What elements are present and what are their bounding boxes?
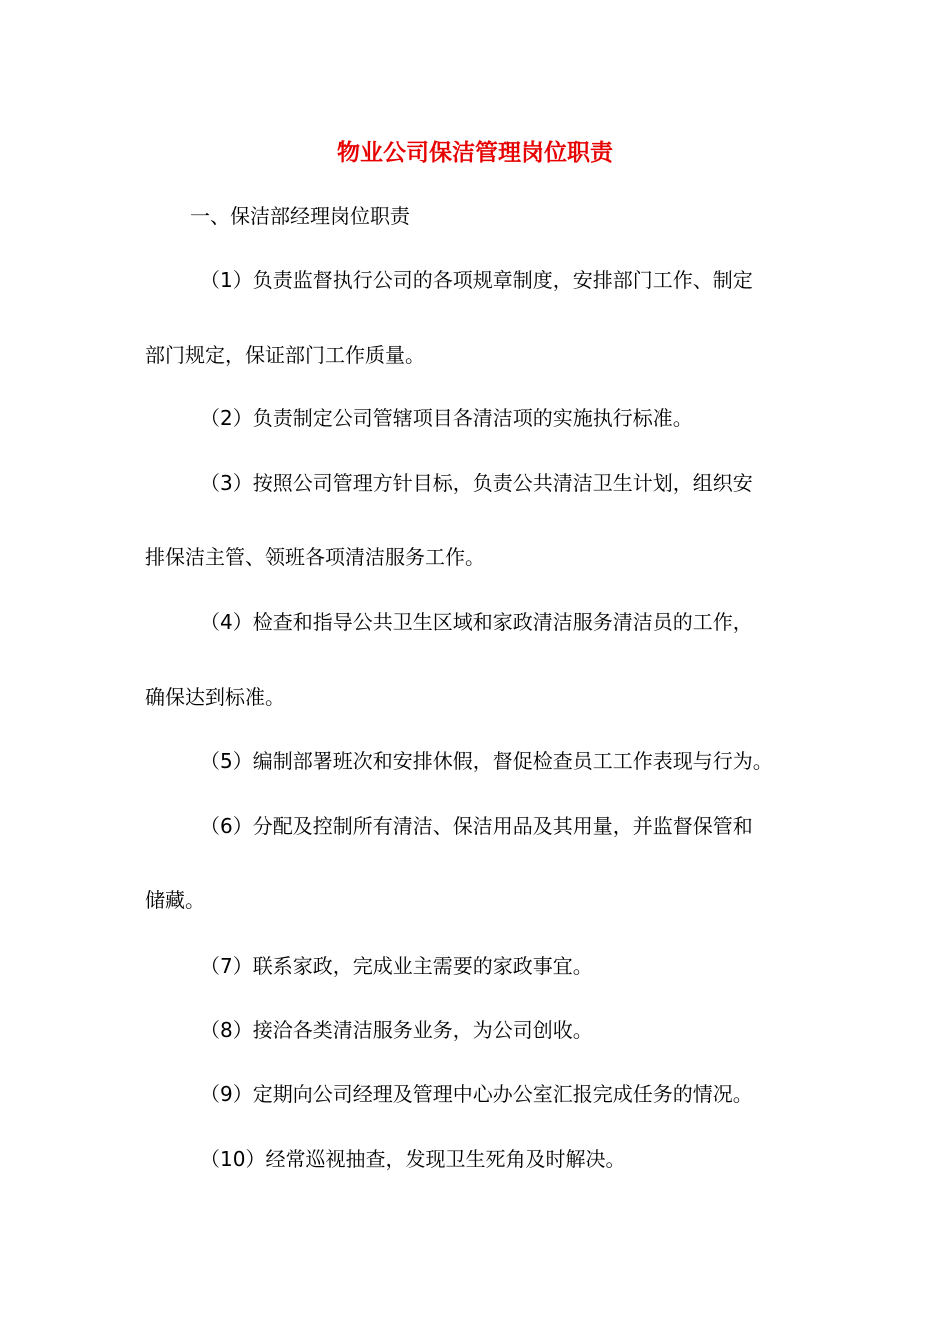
section-heading: 一、保洁部经理岗位职责 — [190, 204, 410, 228]
list-item-3-continuation: 排保洁主管、领班各项清洁服务工作。 — [145, 545, 485, 569]
list-item-7: （7）联系家政，完成业主需要的家政事宜。 — [200, 954, 593, 978]
list-item-5: （5）编制部署班次和安排休假，督促检查员工工作表现与行为。 — [200, 749, 773, 773]
list-item-4-continuation: 确保达到标准。 — [145, 685, 285, 709]
list-item-9: （9）定期向公司经理及管理中心办公室汇报完成任务的情况。 — [200, 1082, 753, 1106]
list-item-4: （4）检查和指导公共卫生区域和家政清洁服务清洁员的工作， — [200, 610, 753, 634]
list-item-6: （6）分配及控制所有清洁、保洁用品及其用量，并监督保管和 — [200, 814, 753, 838]
list-item-1-continuation: 部门规定，保证部门工作质量。 — [145, 343, 425, 367]
document-title: 物业公司保洁管理岗位职责 — [337, 140, 613, 166]
list-item-6-continuation: 储藏。 — [145, 888, 205, 912]
list-item-10: （10）经常巡视抽查，发现卫生死角及时解决。 — [200, 1147, 626, 1171]
list-item-1: （1）负责监督执行公司的各项规章制度，安排部门工作、制定 — [200, 268, 753, 292]
list-item-2: （2）负责制定公司管辖项目各清洁项的实施执行标准。 — [200, 406, 693, 430]
list-item-3: （3）按照公司管理方针目标，负责公共清洁卫生计划，组织安 — [200, 471, 753, 495]
list-item-8: （8）接洽各类清洁服务业务，为公司创收。 — [200, 1018, 593, 1042]
